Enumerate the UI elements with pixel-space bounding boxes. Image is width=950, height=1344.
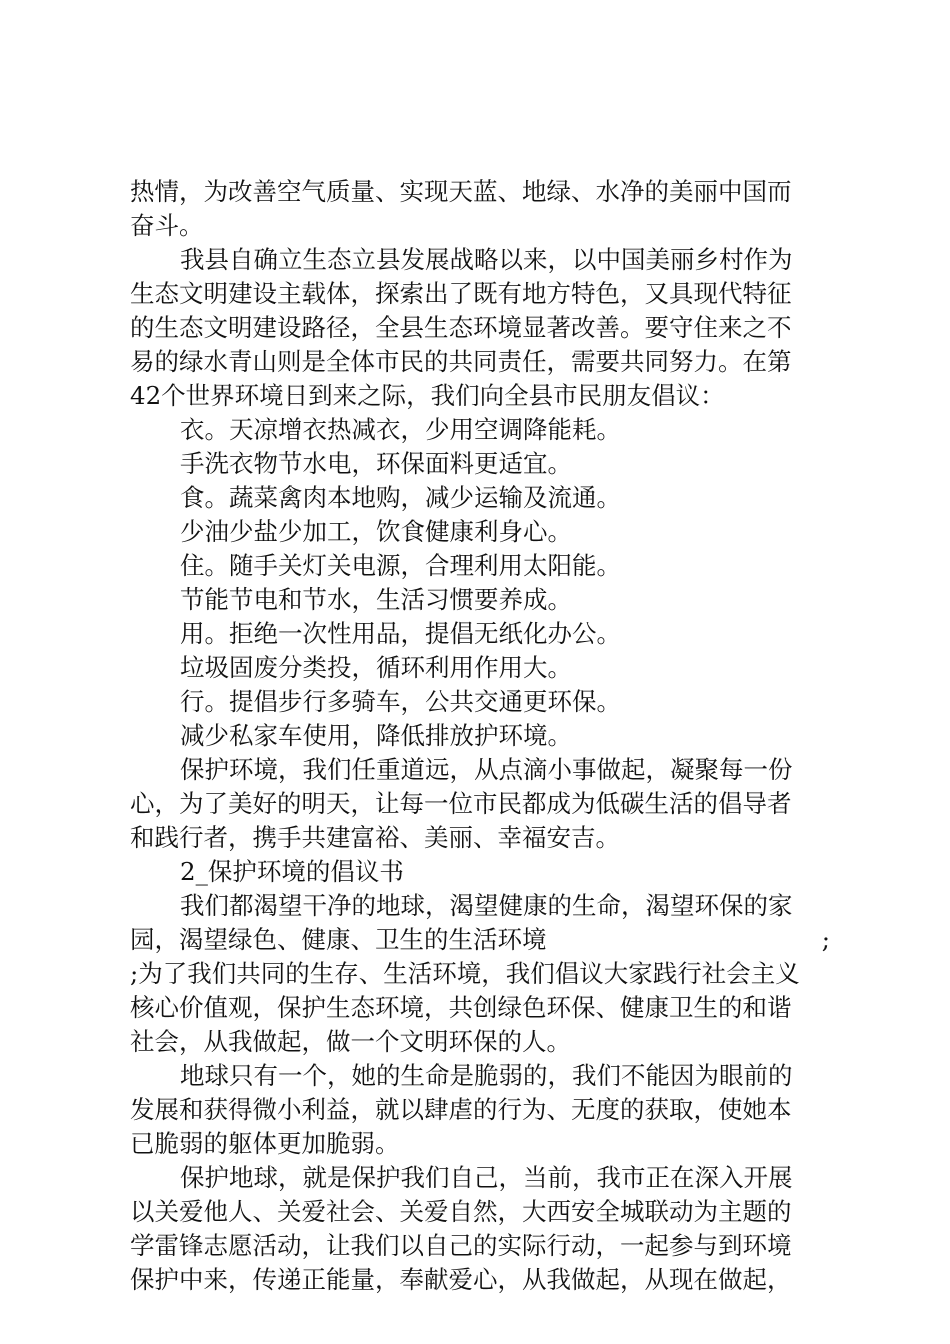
paragraph-first-line: 我们都渴望干净的地球，渴望健康的生命，渴望环保的家: [180, 891, 793, 920]
initiative-item: 食。蔬菜禽肉本地购，减少运输及流通。: [180, 483, 621, 512]
initiative-item: 用。拒绝一次性用品，提倡无纸化办公。: [180, 619, 621, 648]
initiative-item: 减少私家车使用，降低排放护环境。: [180, 721, 572, 750]
text-line: 以关爱他人、关爱社会、关爱自然，大西安全城联动为主题的: [130, 1197, 792, 1226]
text-line: 42个世界环境日到来之际，我们向全县市民朋友倡议：: [130, 381, 725, 410]
initiative-item: 衣。天凉增衣热减衣，少用空调降能耗。: [180, 415, 621, 444]
text-line: [130, 923, 830, 957]
text-line: 的生态文明建设路径，全县生态环境显著改善。要守住来之不: [130, 313, 792, 342]
text-line: 社会，从我做起，做一个文明环保的人。: [130, 1027, 571, 1056]
text-line: 生态文明建设主载体，探索出了既有地方特色，又具现代特征: [130, 279, 792, 308]
initiative-item: 节能节电和节水，生活习惯要养成。: [180, 585, 572, 614]
text-line: [130, 175, 830, 209]
text-line: 已脆弱的躯体更加脆弱。: [130, 1129, 400, 1158]
paragraph-first-line: 保护地球，就是保护我们自己，当前，我市正在深入开展: [180, 1163, 793, 1192]
paragraph-first-line: 我县自确立生态立县发展战略以来，以中国美丽乡村作为: [180, 245, 793, 274]
initiative-item: 垃圾固废分类投，循环利用作用大。: [180, 653, 572, 682]
initiative-item: 手洗衣物节水电，环保面料更适宜。: [180, 449, 572, 478]
text-line: 学雷锋志愿活动，让我们以自己的实际行动，一起参与到环境: [130, 1231, 792, 1260]
paragraph-first-line: 保护环境，我们任重道远，从点滴小事做起，凝聚每一份: [180, 755, 793, 784]
semicolon-mark: ;: [821, 925, 830, 954]
paragraph-first-line: 地球只有一个，她的生命是脆弱的，我们不能因为眼前的: [180, 1061, 793, 1090]
text-line-content: 园，渴望绿色、健康、卫生的生活环境: [130, 925, 547, 954]
text-line: 和践行者，携手共建富裕、美丽、幸福安吉。: [130, 823, 620, 852]
text-line-content: 热情，为改善空气质量、实现天蓝、地绿、水净的美丽中国而: [130, 177, 792, 206]
text-line: ;为了我们共同的生存、生活环境，我们倡议大家践行社会主义: [130, 959, 800, 988]
text-line: 心，为了美好的明天，让每一位市民都成为低碳生活的倡导者: [130, 789, 792, 818]
section-title: 2_保护环境的倡议书: [180, 857, 404, 886]
initiative-item: 少油少盐少加工，饮食健康利身心。: [180, 517, 572, 546]
text-line: 易的绿水青山则是全体市民的共同责任，需要共同努力。在第: [130, 347, 792, 376]
text-line: 保护中来，传递正能量，奉献爱心，从我做起，从现在做起，: [130, 1265, 792, 1294]
text-line: 发展和获得微小利益，就以肆虐的行为、无度的获取，使她本: [130, 1095, 792, 1124]
initiative-item: 行。提倡步行多骑车，公共交通更环保。: [180, 687, 621, 716]
text-line: 核心价值观，保护生态环境，共创绿色环保、健康卫生的和谐: [130, 993, 792, 1022]
text-line: 奋斗。: [130, 211, 204, 240]
initiative-item: 住。随手关灯关电源，合理利用太阳能。: [180, 551, 621, 580]
